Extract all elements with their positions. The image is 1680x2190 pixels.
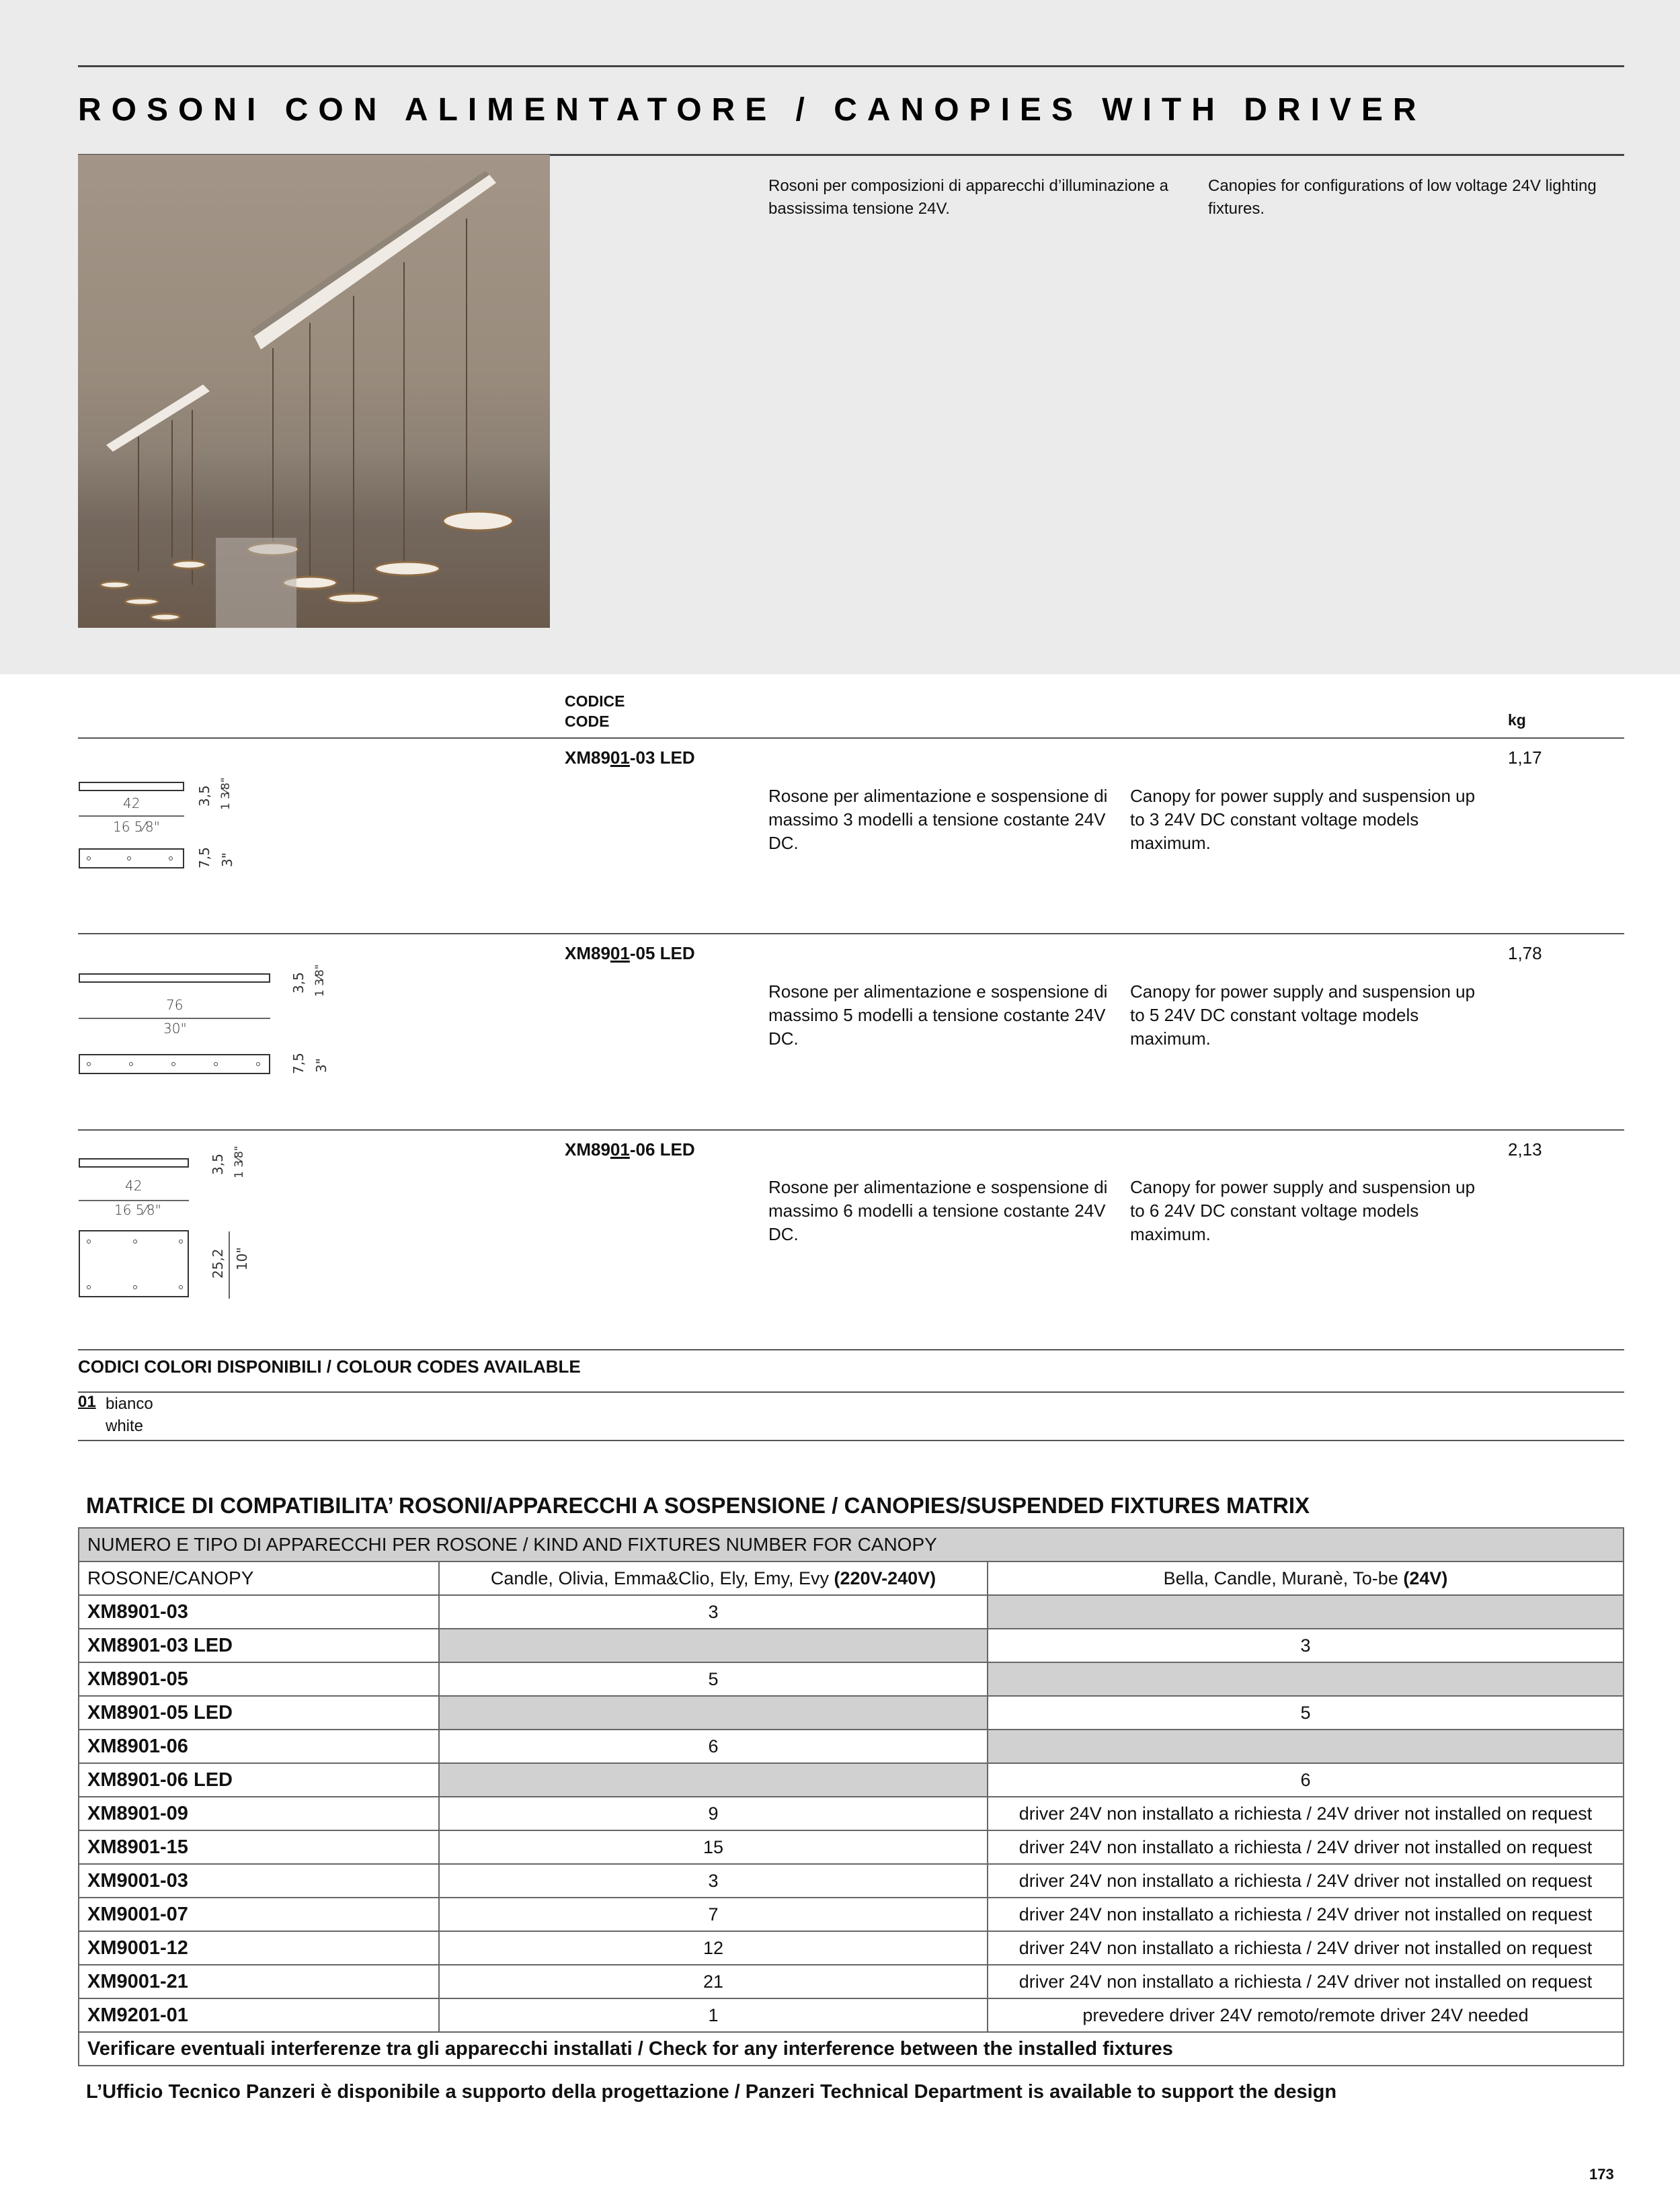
height-cm: 3,5 — [290, 972, 307, 993]
row-code: XM8901-15 — [79, 1830, 439, 1864]
dimension-line — [79, 1018, 270, 1019]
table-row — [79, 1763, 1624, 1797]
product-weight: 1,78 — [1508, 943, 1542, 963]
header-voltage: (24V) — [1403, 1568, 1448, 1588]
colour-code: 01 — [78, 1393, 96, 1411]
matrix-band-row — [79, 1528, 1624, 1562]
code-prefix: XM89 — [565, 1139, 610, 1160]
column-header-24v — [988, 1562, 1624, 1595]
header-models: Candle, Olivia, Emma&Clio, Ely, Emy, Evy — [490, 1568, 834, 1588]
table-row — [79, 1797, 1624, 1830]
hole-icon — [129, 1062, 133, 1066]
hole-icon — [133, 1240, 137, 1244]
depth-cm: 7,5 — [196, 847, 212, 868]
cell-24v: 3 — [988, 1629, 1624, 1662]
product-code — [565, 1139, 695, 1160]
dimension-line — [79, 1200, 189, 1201]
hole-icon — [127, 856, 131, 860]
depth-cm: 25,2 — [210, 1248, 226, 1279]
product-description-italian: Rosone per alimentazione e sospensione di massimo 3 modelli a tensione costante 24V DC. — [768, 786, 1108, 853]
page-title: ROSONI CON ALIMENTATORE / CANOPIES WITH DRIVER — [78, 92, 1427, 128]
matrix-note: Verificare eventuali interferenze tra gli apparecchi installati / Check for any interference between the installed fixtures — [79, 2032, 1624, 2066]
column-header-canopy: ROSONE/CANOPY — [79, 1562, 439, 1595]
header-rule — [78, 737, 1624, 739]
dimension-line — [79, 815, 184, 817]
page-number: 173 — [1589, 2166, 1614, 2183]
width-in: 30" — [163, 1020, 187, 1037]
table-row — [79, 1595, 1624, 1629]
hole-icon — [169, 856, 173, 860]
product-divider — [78, 1129, 1624, 1131]
technical-department-note: L’Ufficio Tecnico Panzeri è disponibile a supporto della progettazione / Panzeri Technical Department is available to support the design — [86, 2081, 1337, 2103]
code-column-header — [565, 691, 625, 731]
row-code: XM9001-21 — [79, 1965, 439, 1998]
product-description-english: Canopy for power supply and suspension up to 6 24V DC constant voltage models maximum. — [1130, 1177, 1476, 1244]
width-cm: 42 — [123, 795, 141, 811]
cell-24v: driver 24V non installato a richiesta / 24V driver not installed on request — [988, 1864, 1624, 1898]
hole-icon — [214, 1062, 218, 1066]
cell-230v: 7 — [439, 1898, 988, 1931]
cell-24v: driver 24V non installato a richiesta / 24V driver not installed on request — [988, 1965, 1624, 1998]
code-prefix: XM89 — [565, 943, 610, 963]
hole-icon — [179, 1240, 183, 1244]
product-description-english: Canopy for power supply and suspension up to 3 24V DC constant voltage models maximum. — [1130, 786, 1476, 853]
hole-icon — [87, 1240, 91, 1244]
row-code: XM9201-01 — [79, 1998, 439, 2032]
depth-cm: 7,5 — [290, 1053, 307, 1074]
cell-230v — [439, 1629, 988, 1662]
table-row — [79, 1898, 1624, 1931]
row-code: XM9001-03 — [79, 1864, 439, 1898]
colour-name-english: white — [106, 1417, 144, 1435]
row-code: XM9001-07 — [79, 1898, 439, 1931]
cell-24v — [988, 1662, 1624, 1696]
width-cm: 76 — [166, 997, 184, 1013]
colour-mid-rule — [78, 1391, 1624, 1393]
top-rule — [78, 65, 1624, 67]
code-colour-placeholder: 01 — [610, 1139, 630, 1160]
cell-24v: driver 24V non installato a richiesta / 24V driver not installed on request — [988, 1830, 1624, 1864]
intro-english: Canopies for configurations of low voltage 24V lighting fixtures. — [1208, 177, 1597, 218]
top-view-outline — [79, 1230, 189, 1297]
colour-top-rule — [78, 1349, 1624, 1350]
table-row — [79, 1830, 1624, 1864]
code-colour-placeholder: 01 — [610, 943, 630, 963]
height-cm: 3,5 — [196, 785, 212, 807]
height-in: 1 3⁄8" — [219, 777, 233, 810]
code-suffix: -05 LED — [629, 943, 695, 963]
cell-230v: 1 — [439, 1998, 988, 2032]
product-description-italian: Rosone per alimentazione e sospensione di massimo 5 modelli a tensione costante 24V DC. — [768, 981, 1108, 1049]
dimension-line — [229, 1231, 230, 1299]
height-cm: 3,5 — [210, 1153, 226, 1175]
height-in: 1 3⁄8" — [313, 964, 327, 997]
depth-in: 10" — [234, 1247, 250, 1270]
table-row — [79, 1864, 1624, 1898]
pendant-lamps-illustration — [78, 155, 550, 628]
side-view-outline — [79, 1158, 189, 1168]
row-code: XM8901-05 LED — [79, 1696, 439, 1730]
intro-italian: Rosoni per composizioni di apparecchi d’illuminazione a bassissima tensione 24V. — [768, 177, 1168, 218]
matrix-header-row — [79, 1562, 1624, 1595]
cell-230v: 3 — [439, 1595, 988, 1629]
colour-bottom-rule — [78, 1440, 1624, 1441]
top-view-outline — [79, 1054, 270, 1074]
depth-in: 3" — [219, 852, 235, 867]
width-in: 16 5⁄8" — [113, 819, 160, 835]
width-in: 16 5⁄8" — [114, 1202, 161, 1218]
column-header-230v — [439, 1562, 988, 1595]
product-description-italian: Rosone per alimentazione e sospensione di massimo 6 modelli a tensione costante 24V DC. — [768, 1177, 1108, 1244]
side-view-outline — [79, 973, 270, 983]
code-suffix: -03 LED — [629, 747, 695, 768]
width-cm: 42 — [125, 1178, 143, 1194]
cell-24v — [988, 1595, 1624, 1629]
table-row — [79, 1662, 1624, 1696]
cell-230v: 3 — [439, 1864, 988, 1898]
cell-230v: 6 — [439, 1730, 988, 1763]
matrix-band-label: NUMERO E TIPO DI APPARECCHI PER ROSONE / KIND AND FIXTURES NUMBER FOR CANOPY — [79, 1528, 1624, 1562]
product-weight: 1,17 — [1508, 747, 1542, 768]
code-suffix: -06 LED — [629, 1139, 695, 1160]
cell-230v — [439, 1763, 988, 1797]
top-view-outline — [79, 848, 184, 868]
hole-icon — [133, 1285, 137, 1289]
row-code: XM9001-12 — [79, 1931, 439, 1965]
cell-230v — [439, 1696, 988, 1730]
product-divider — [78, 933, 1624, 934]
side-view-outline — [79, 782, 184, 791]
table-row — [79, 1931, 1624, 1965]
cell-24v: 6 — [988, 1763, 1624, 1797]
table-row — [79, 1998, 1624, 2032]
code-header-italian: CODICE — [565, 692, 625, 710]
row-code: XM8901-06 LED — [79, 1763, 439, 1797]
height-in: 1 3⁄8" — [233, 1145, 246, 1178]
weight-column-header: kg — [1508, 711, 1526, 729]
compatibility-matrix — [78, 1527, 1624, 2066]
product-code — [565, 747, 695, 768]
hole-icon — [87, 856, 91, 860]
matrix-note-row — [79, 2032, 1624, 2066]
hole-icon — [179, 1285, 183, 1289]
cell-230v: 21 — [439, 1965, 988, 1998]
row-code: XM8901-03 LED — [79, 1629, 439, 1662]
cell-24v: driver 24V non installato a richiesta / 24V driver not installed on request — [988, 1898, 1624, 1931]
hole-icon — [87, 1062, 91, 1066]
cell-230v: 5 — [439, 1662, 988, 1696]
cell-230v: 9 — [439, 1797, 988, 1830]
header-voltage: (220V-240V) — [834, 1568, 936, 1588]
cell-24v: 5 — [988, 1696, 1624, 1730]
product-weight: 2,13 — [1508, 1139, 1542, 1160]
code-colour-placeholder: 01 — [610, 747, 630, 768]
code-prefix: XM89 — [565, 747, 610, 768]
row-code: XM8901-05 — [79, 1662, 439, 1696]
cell-24v: prevedere driver 24V remoto/remote driver 24V needed — [988, 1998, 1624, 2032]
matrix-title: MATRICE DI COMPATIBILITA’ ROSONI/APPARECCHI A SOSPENSIONE / CANOPIES/SUSPENDED FIXTURES MATRIX — [86, 1493, 1310, 1518]
row-code: XM8901-03 — [79, 1595, 439, 1629]
hole-icon — [171, 1062, 175, 1066]
table-row — [79, 1730, 1624, 1763]
row-code: XM8901-06 — [79, 1730, 439, 1763]
cell-24v: driver 24V non installato a richiesta / 24V driver not installed on request — [988, 1931, 1624, 1965]
colour-name — [106, 1393, 153, 1437]
cell-24v: driver 24V non installato a richiesta / 24V driver not installed on request — [988, 1797, 1624, 1830]
cell-230v: 15 — [439, 1830, 988, 1864]
code-header-english: CODE — [565, 713, 610, 730]
hole-icon — [256, 1062, 260, 1066]
table-row — [79, 1696, 1624, 1730]
row-code: XM8901-09 — [79, 1797, 439, 1830]
colour-codes-title: CODICI COLORI DISPONIBILI / COLOUR CODES AVAILABLE — [78, 1356, 581, 1377]
table-row — [79, 1965, 1624, 1998]
depth-in: 3" — [313, 1058, 329, 1073]
hole-icon — [87, 1285, 91, 1289]
product-photo — [78, 155, 550, 628]
header-models: Bella, Candle, Muranè, To-be — [1163, 1568, 1404, 1588]
colour-name-italian: bianco — [106, 1395, 153, 1413]
cell-24v — [988, 1730, 1624, 1763]
table-row — [79, 1629, 1624, 1662]
cell-230v: 12 — [439, 1931, 988, 1965]
product-code — [565, 943, 695, 964]
product-description-english: Canopy for power supply and suspension up to 5 24V DC constant voltage models maximum. — [1130, 981, 1476, 1049]
